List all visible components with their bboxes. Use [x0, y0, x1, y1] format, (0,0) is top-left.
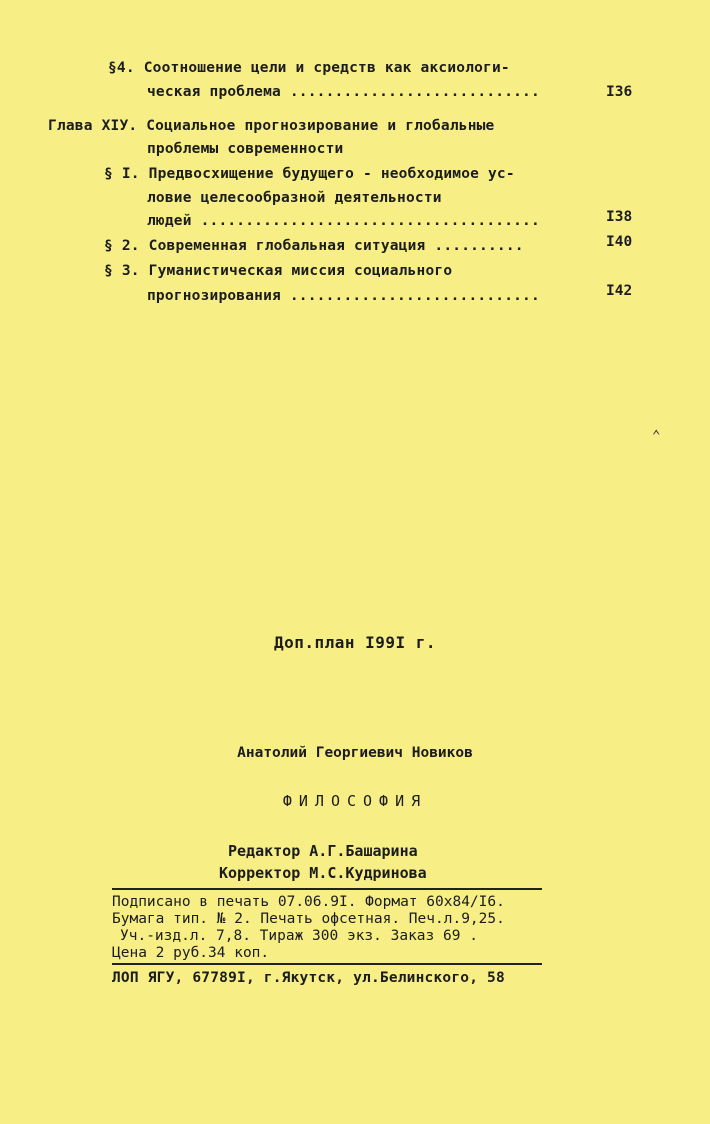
- divider: [112, 963, 542, 965]
- publishing-plan: Доп.план I99I г.: [273, 633, 437, 652]
- stray-mark: ⌃: [652, 428, 661, 444]
- toc-chapter-heading: Глава XIУ. Социальное прогнозирование и глобальные: [48, 118, 495, 134]
- corrector-line: Корректор М.С.Кудринова: [219, 864, 427, 882]
- toc-line: прогнозирования ............................: [147, 288, 540, 304]
- author-name: Анатолий Георгиевич Новиков: [237, 745, 473, 761]
- toc-line: § I. Предвосхищение будущего - необходимое ус-: [104, 166, 515, 182]
- toc-page-number: I38: [606, 209, 633, 225]
- imprint-line: Уч.-изд.л. 7,8. Тираж 300 экз. Заказ 69 .: [120, 928, 478, 944]
- printer-address: ЛОП ЯГУ, 67789I, г.Якутск, ул.Белинского, 58: [112, 970, 505, 986]
- toc-page-number: I42: [606, 283, 633, 299]
- toc-line: § 2. Современная глобальная ситуация ..........: [104, 238, 524, 254]
- divider: [112, 888, 542, 890]
- toc-line: ческая проблема ............................: [147, 84, 540, 100]
- toc-line: §4. Соотношение цели и средств как аксиологи-: [108, 60, 510, 76]
- imprint-line: Подписано в печать 07.06.9I. Формат 60х84/I6.: [112, 894, 505, 910]
- toc-line: ловие целесообразной деятельности: [147, 190, 442, 206]
- toc-line: § 3. Гуманистическая миссия социального: [104, 263, 453, 279]
- toc-page-number: I36: [606, 84, 633, 100]
- toc-line: проблемы современности: [147, 141, 344, 157]
- editor-line: Редактор А.Г.Башарина: [228, 842, 418, 860]
- imprint-line: Цена 2 руб.34 коп.: [112, 945, 270, 961]
- toc-page-number: I40: [606, 234, 633, 250]
- book-title: ФИЛОСОФИЯ: [282, 792, 428, 810]
- toc-line: людей ......................................: [147, 213, 540, 229]
- imprint-line: Бумага тип. № 2. Печать офсетная. Печ.л.9,25.: [112, 911, 505, 927]
